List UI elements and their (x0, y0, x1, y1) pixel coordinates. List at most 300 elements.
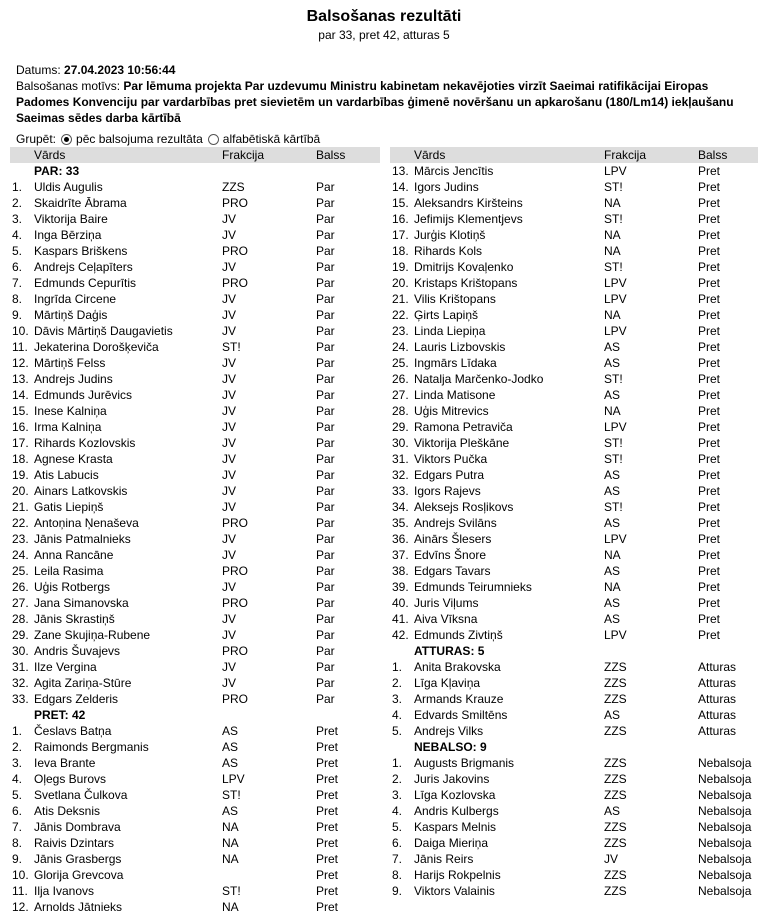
table-row (10, 211, 380, 227)
faction: JV (222, 580, 237, 594)
faction: JV (222, 372, 237, 386)
vote: Par (316, 212, 335, 226)
vote: Pret (698, 308, 721, 322)
vote: Pret (698, 196, 721, 210)
vote: Pret (316, 756, 339, 770)
member-name: Igors Judins (414, 180, 479, 194)
radio-alphabetical[interactable] (208, 134, 219, 145)
row-number: 36. (392, 532, 409, 546)
member-name: Juris Jakovins (414, 772, 490, 786)
table-row (10, 355, 380, 371)
table-row (10, 739, 380, 755)
table-row (10, 643, 380, 659)
member-name: Edvards Smiltēns (414, 708, 508, 722)
member-name: Raimonds Bergmanis (34, 740, 149, 754)
header-name: Vārds (414, 148, 446, 162)
faction: ZZS (604, 692, 627, 706)
row-number: 26. (12, 580, 29, 594)
table-row (10, 227, 380, 243)
faction: LPV (604, 164, 627, 178)
vote: Pret (698, 388, 721, 402)
vote-summary: par 33, pret 42, atturas 5 (318, 28, 450, 42)
vote: Par (316, 692, 335, 706)
row-number: 33. (12, 692, 29, 706)
member-name: Rihards Kozlovskis (34, 436, 136, 450)
row-number: 3. (392, 692, 403, 706)
row-number: 24. (12, 548, 29, 562)
member-name: Vilis Krištopans (414, 292, 496, 306)
member-name: Andris Kulbergs (414, 804, 499, 818)
member-name: Harijs Rokpelnis (414, 868, 501, 882)
row-number: 23. (392, 324, 409, 338)
faction: AS (604, 388, 621, 402)
table-row (390, 675, 758, 691)
row-number: 10. (12, 324, 29, 338)
faction: JV (222, 388, 237, 402)
table-row (10, 595, 380, 611)
row-number: 18. (12, 452, 29, 466)
member-name: Ramona Petraviča (414, 420, 513, 434)
row-number: 4. (392, 708, 403, 722)
row-number: 32. (12, 676, 29, 690)
member-name: Edmunds Zivtiņš (414, 628, 503, 642)
vote: Par (316, 548, 335, 562)
vote: Par (316, 276, 335, 290)
table-row (390, 163, 758, 179)
vote: Nebalsoja (698, 788, 752, 802)
vote: Pret (698, 548, 721, 562)
row-number: 9. (12, 308, 23, 322)
vote: Pret (316, 836, 339, 850)
member-name: Edmunds Teirumnieks (414, 580, 532, 594)
faction: AS (604, 468, 621, 482)
vote: Pret (316, 820, 339, 834)
results-table-right (390, 147, 758, 899)
table-row (10, 803, 380, 819)
faction: JV (222, 420, 237, 434)
faction: NA (222, 836, 239, 850)
table-row (390, 419, 758, 435)
faction: ZZS (604, 868, 627, 882)
table-row (390, 531, 758, 547)
faction: AS (222, 740, 239, 754)
member-name: Atis Deksnis (34, 804, 101, 818)
row-number: 12. (12, 900, 29, 914)
group-label: Grupēt: (16, 132, 57, 146)
row-number: 1. (392, 660, 403, 674)
member-name: Gatis Liepiņš (34, 500, 104, 514)
vote: Nebalsoja (698, 756, 752, 770)
table-row (10, 387, 380, 403)
row-number: 7. (12, 276, 23, 290)
vote: Pret (698, 484, 721, 498)
table-row (390, 467, 758, 483)
table-row (10, 179, 380, 195)
member-name: Oļegs Burovs (34, 772, 107, 786)
faction: ST! (604, 260, 623, 274)
member-name: Aleksejs Rosļikovs (414, 500, 514, 514)
table-row (390, 483, 758, 499)
table-row (10, 755, 380, 771)
row-number: 15. (12, 404, 29, 418)
motive-value: Par lēmuma projekta Par uzdevumu Ministru kabinetam nekavējoties virzīt Saeimai ratifikācijai Eiropas Padomes Konvenciju par vardarbības pret sievietēm un vardarbības ģimenē novēršanu un apkarošanu (180/Lm14) iekļaušanu Saeimas sēdes darba kārtībā (16, 79, 734, 125)
results-table-left (10, 147, 380, 915)
row-number: 28. (12, 612, 29, 626)
faction: NA (604, 580, 621, 594)
member-name: Edgars Putra (414, 468, 485, 482)
group-heading (390, 739, 758, 755)
faction: ZZS (604, 884, 627, 898)
table-row (10, 499, 380, 515)
row-number: 39. (392, 580, 409, 594)
member-name: Jānis Grasbergs (34, 852, 122, 866)
member-name: Edgars Zelderis (34, 692, 119, 706)
member-name: Andrejs Svilāns (414, 516, 497, 530)
header-vote: Balss (698, 148, 728, 162)
member-name: Inese Kalniņa (34, 404, 107, 418)
date-value: 27.04.2023 10:56:44 (64, 63, 176, 77)
table-row (390, 723, 758, 739)
table-row (390, 275, 758, 291)
table-row (10, 547, 380, 563)
header-faction: Frakcija (222, 148, 265, 162)
vote: Pret (698, 500, 721, 514)
faction: PRO (222, 244, 249, 258)
faction: JV (222, 308, 237, 322)
table-row (10, 259, 380, 275)
group-heading-label: PAR: 33 (34, 164, 80, 178)
member-name: Aleksandrs Kiršteins (414, 196, 523, 210)
member-name: Leila Rasima (34, 564, 104, 578)
faction: NA (604, 404, 621, 418)
faction: NA (604, 228, 621, 242)
faction: NA (604, 196, 621, 210)
group-heading-label: PRET: 42 (34, 708, 86, 722)
vote: Par (316, 612, 335, 626)
row-number: 1. (12, 724, 23, 738)
row-number: 15. (392, 196, 409, 210)
table-row (390, 339, 758, 355)
table-row (10, 403, 380, 419)
vote: Par (316, 372, 335, 386)
table-row (390, 867, 758, 883)
faction: AS (604, 564, 621, 578)
faction: ST! (604, 180, 623, 194)
faction: LPV (604, 628, 627, 642)
table-row (10, 659, 380, 675)
vote: Nebalsoja (698, 884, 752, 898)
row-number: 29. (12, 628, 29, 642)
member-name: Agita Zariņa-Stūre (34, 676, 132, 690)
table-row (390, 435, 758, 451)
table-row (390, 243, 758, 259)
vote: Pret (698, 404, 721, 418)
member-name: Svetlana Čulkova (34, 788, 128, 802)
row-number: 8. (12, 292, 23, 306)
table-row (390, 259, 758, 275)
vote: Par (316, 228, 335, 242)
member-name: Linda Liepiņa (414, 324, 486, 338)
row-number: 4. (12, 772, 23, 786)
member-name: Anita Brakovska (414, 660, 501, 674)
vote: Nebalsoja (698, 772, 752, 786)
faction: ST! (604, 436, 623, 450)
member-name: Jānis Dombrava (34, 820, 121, 834)
row-number: 33. (392, 484, 409, 498)
member-name: Jānis Reirs (414, 852, 474, 866)
table-row (390, 835, 758, 851)
table-row (390, 851, 758, 867)
faction: LPV (604, 420, 627, 434)
row-number: 6. (12, 804, 23, 818)
member-name: Jekaterina Dorošķeviča (34, 340, 159, 354)
vote: Pret (698, 420, 721, 434)
vote: Par (316, 452, 335, 466)
faction: JV (222, 260, 237, 274)
row-number: 40. (392, 596, 409, 610)
member-name: Andrejs Judins (34, 372, 113, 386)
table-row (390, 371, 758, 387)
vote: Par (316, 468, 335, 482)
member-name: Jana Simanovska (34, 596, 129, 610)
vote: Nebalsoja (698, 868, 752, 882)
row-number: 30. (12, 644, 29, 658)
vote: Pret (698, 356, 721, 370)
row-number: 1. (12, 180, 23, 194)
faction: JV (222, 324, 237, 338)
table-row (390, 403, 758, 419)
faction: LPV (604, 532, 627, 546)
member-name: Zane Skujiņa-Rubene (34, 628, 151, 642)
vote: Pret (316, 884, 339, 898)
table-row (10, 579, 380, 595)
member-name: Mārtiņš Felss (34, 356, 106, 370)
row-number: 22. (12, 516, 29, 530)
table-row (10, 243, 380, 259)
faction: AS (604, 356, 621, 370)
vote: Par (316, 564, 335, 578)
vote: Par (316, 196, 335, 210)
motive-label: Balsošanas motīvs: (16, 79, 121, 93)
faction: JV (222, 676, 237, 690)
row-number: 8. (392, 868, 403, 882)
vote: Pret (698, 324, 721, 338)
row-number: 31. (392, 452, 409, 466)
faction: JV (222, 628, 237, 642)
row-number: 3. (12, 756, 23, 770)
table-row (390, 803, 758, 819)
table-row (10, 451, 380, 467)
row-number: 11. (12, 340, 28, 354)
row-number: 5. (392, 820, 403, 834)
faction: JV (222, 436, 237, 450)
table-row (10, 435, 380, 451)
faction: ST! (604, 372, 623, 386)
faction: NA (222, 852, 239, 866)
row-number: 37. (392, 548, 409, 562)
member-name: Skaidrīte Ābrama (34, 196, 127, 210)
row-number: 29. (392, 420, 409, 434)
vote: Pret (316, 740, 339, 754)
radio-alphabetical-label[interactable]: alfabētiskā kārtībā (222, 132, 321, 146)
vote: Par (316, 388, 335, 402)
faction: PRO (222, 564, 249, 578)
row-number: 23. (12, 532, 29, 546)
faction: AS (222, 724, 239, 738)
table-row (390, 611, 758, 627)
row-number: 2. (12, 196, 23, 210)
vote: Par (316, 660, 335, 674)
header-vote: Balss (316, 148, 346, 162)
faction: JV (222, 212, 237, 226)
vote: Par (316, 340, 335, 354)
row-number: 16. (12, 420, 29, 434)
row-number: 10. (12, 868, 29, 882)
member-name: Mārcis Jencītis (414, 164, 494, 178)
member-name: Kaspars Melnis (414, 820, 497, 834)
row-number: 4. (392, 804, 403, 818)
row-number: 34. (392, 500, 409, 514)
faction: ST! (604, 452, 623, 466)
row-number: 5. (392, 724, 403, 738)
table-row (390, 787, 758, 803)
row-number: 4. (12, 228, 23, 242)
faction: JV (222, 612, 237, 626)
vote: Pret (698, 516, 721, 530)
table-row (10, 419, 380, 435)
vote: Nebalsoja (698, 820, 752, 834)
table-row (10, 275, 380, 291)
faction: ZZS (604, 724, 627, 738)
table-row (390, 451, 758, 467)
radio-by-result-label[interactable]: pēc balsojuma rezultāta (76, 132, 203, 146)
table-row (10, 531, 380, 547)
table-header (10, 147, 380, 163)
table-row (390, 659, 758, 675)
row-number: 1. (392, 756, 403, 770)
table-row (10, 723, 380, 739)
vote: Par (316, 260, 335, 274)
header-name: Vārds (34, 148, 66, 162)
vote: Par (316, 404, 335, 418)
member-name: Viktors Valainis (414, 884, 495, 898)
page-title: Balsošanas rezultāti (306, 8, 462, 25)
table-row (10, 611, 380, 627)
vote: Pret (698, 260, 721, 274)
vote: Pret (698, 436, 721, 450)
table-row (390, 883, 758, 899)
group-heading (10, 707, 380, 723)
faction: PRO (222, 276, 249, 290)
faction: AS (604, 596, 621, 610)
table-row (390, 579, 758, 595)
faction: LPV (604, 292, 627, 306)
row-number: 11. (12, 884, 28, 898)
vote: Par (316, 532, 335, 546)
row-number: 24. (392, 340, 409, 354)
row-number: 2. (392, 676, 403, 690)
table-row (390, 499, 758, 515)
table-row (10, 627, 380, 643)
faction: NA (604, 308, 621, 322)
vote: Par (316, 596, 335, 610)
group-heading-label: ATTURAS: 5 (414, 644, 485, 658)
group-heading-label: NEBALSO: 9 (414, 740, 487, 754)
faction: AS (604, 516, 621, 530)
row-number: 17. (12, 436, 29, 450)
vote: Par (316, 516, 335, 530)
vote: Pret (698, 276, 721, 290)
vote: Pret (316, 788, 339, 802)
vote: Par (316, 676, 335, 690)
row-number: 7. (392, 852, 403, 866)
vote: Nebalsoja (698, 836, 752, 850)
faction: LPV (604, 276, 627, 290)
row-number: 18. (392, 244, 409, 258)
member-name: Kristaps Krištopans (414, 276, 518, 290)
member-name: Anna Rancāne (34, 548, 114, 562)
faction: PRO (222, 596, 249, 610)
table-row (10, 819, 380, 835)
table-row (390, 211, 758, 227)
table-row (390, 547, 758, 563)
row-number: 32. (392, 468, 409, 482)
table-row (390, 595, 758, 611)
vote: Pret (698, 532, 721, 546)
member-name: Edvīns Šnore (414, 548, 487, 562)
faction: AS (222, 756, 239, 770)
vote: Pret (316, 868, 339, 882)
member-name: Dāvis Mārtiņš Daugavietis (34, 324, 173, 338)
table-header (390, 147, 758, 163)
member-name: Juris Viļums (414, 596, 479, 610)
table-row (10, 899, 380, 915)
member-name: Antoņina Ņenaševa (34, 516, 139, 530)
group-selector (16, 131, 320, 147)
vote: Par (316, 580, 335, 594)
member-name: Atis Labucis (34, 468, 99, 482)
member-name: Viktors Pučka (414, 452, 488, 466)
vote: Pret (698, 292, 721, 306)
faction: NA (604, 548, 621, 562)
date-label: Datums: (16, 63, 61, 77)
vote: Par (316, 324, 335, 338)
faction: ST! (604, 212, 623, 226)
faction: LPV (604, 324, 627, 338)
faction: ZZS (604, 756, 627, 770)
member-name: Ingmārs Līdaka (414, 356, 497, 370)
faction: AS (222, 804, 239, 818)
row-number: 6. (12, 260, 23, 274)
member-name: Lauris Lizbovskis (414, 340, 506, 354)
faction: ZZS (604, 788, 627, 802)
vote: Pret (698, 164, 721, 178)
member-name: Aiva Vīksna (414, 612, 478, 626)
vote: Pret (698, 228, 721, 242)
faction: NA (604, 244, 621, 258)
member-name: Raivis Dzintars (34, 836, 115, 850)
vote: Pret (698, 596, 721, 610)
date-line (16, 62, 761, 78)
table-row (10, 195, 380, 211)
faction: ZZS (604, 676, 627, 690)
member-name: Kaspars Briškens (34, 244, 128, 258)
table-row (390, 771, 758, 787)
faction: JV (222, 292, 237, 306)
table-row (390, 355, 758, 371)
vote: Par (316, 628, 335, 642)
radio-by-result[interactable] (61, 134, 72, 145)
